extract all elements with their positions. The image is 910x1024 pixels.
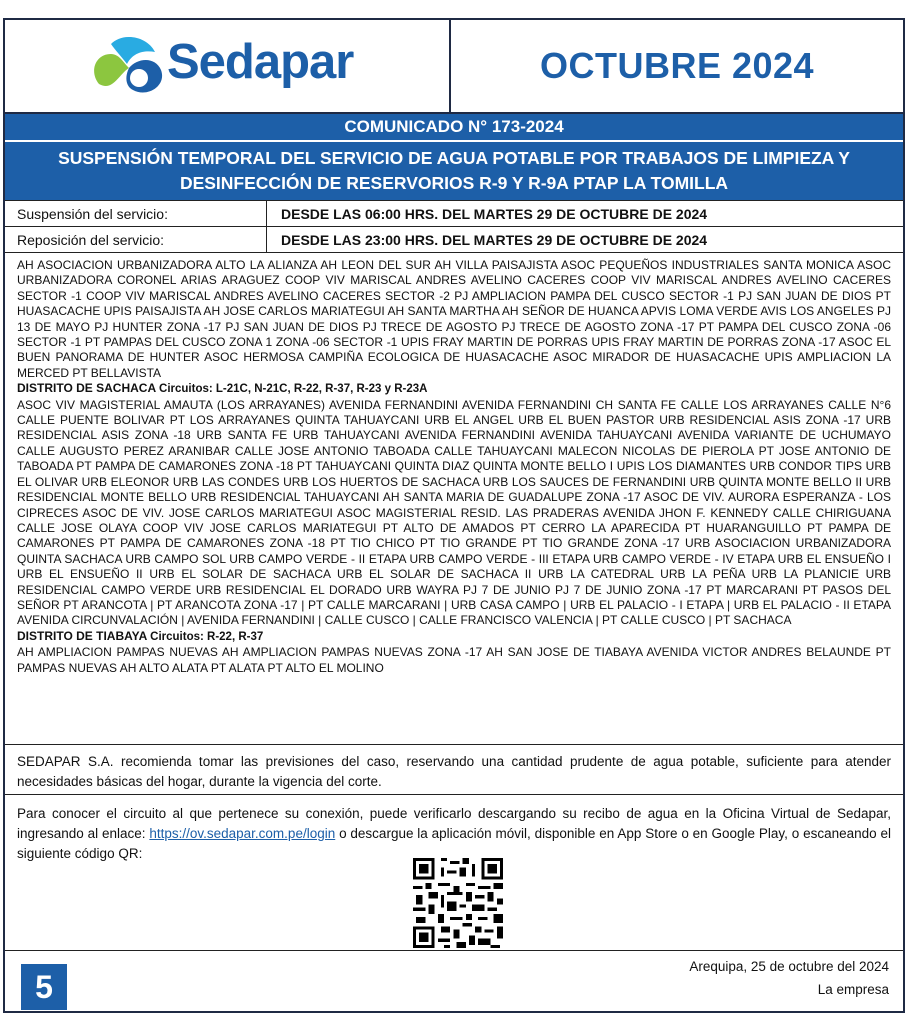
comunicado-number: COMUNICADO N° 173-2024	[5, 112, 903, 142]
signature: La empresa	[817, 982, 889, 997]
info-paragraph	[17, 804, 891, 864]
reposicion-label: Reposición del servicio:	[5, 227, 267, 252]
divider	[5, 744, 903, 745]
suspension-value: DESDE LAS 06:00 HRS. DEL MARTES 29 DE OCTUBRE DE 2024	[281, 205, 708, 222]
district-sachaca-circuits: Circuitos: L-21C, N-21C, R-22, R-37, R-23 y R-23A	[159, 383, 428, 396]
district-tiabaya-circuits: Circuitos: R-22, R-37	[150, 630, 264, 643]
oficina-virtual-link[interactable]: https://ov.sedapar.com.pe/login	[149, 826, 336, 841]
document-frame	[3, 18, 905, 1013]
district-tiabaya-heading	[17, 629, 891, 645]
affected-zones	[17, 258, 891, 676]
zones-block-2: ASOC VIV MAGISTERIAL AMAUTA (LOS ARRAYANES) AVENIDA FERNANDINI AVENIDA FERNANDINI CH SANTA FE CALLE LOS ARRAYANES CALLE N°6 CALLE PUENTE BOLIVAR PT LOS ARRAYANES QUINTA TAHUAYCANI URB EL ANGEL URB EL BUEN PASTOR URB RESIDENCIAL ASIS ZONA -17 URB RESIDENCIAL ASIS ZONA -18 URB SANTA FE URB TAHUAYCANI AVENIDA FERNANDINI AVENIDA TAHUAYCANI AVENIDA VARIANTE DE UCHUMAYO CALLE AUGUSTO PEREZ ARANIBAR CALLE JOSE ANTONIO TABOADA CALLE TAHUAYCANI MALECON NICOLAS DE PIEROLA PT JOSE ANTONIO DE TABOADA PT PAMPA DE CAMARONES ZONA -18 PT TAHUAYCANI QUINTA DIAZ QUINTA MONTE BELLO I UPIS LOS DIAMANTES URB CONDOR TIPS URB EL OLIVAR URB ELEONOR URB LAS CONDES URB LOS HUERTOS DE SACHACA URB LOS SAUCES DE FERNANDINI URB QUINTA MONTE BELLO II URB RESIDENCIAL MONTE BELLO URB RESIDENCIAL TAHUAYCANI AH SANTA MARIA DE GUADALUPE ZONA -17 ASOC DE VIV. AURORA ESPERANZA - LOS CIPRECES ASOC DE VIV. JOSE CARLOS MARIATEGUI ASOC MAGISTERIAL RESID. LAS PRADERAS AVENIDA JHON F. KENNEDY CALLE CHIRIGUANA CALLE JOSE OLAYA COOP VIV JOSE CARLOS MARIATEGUI PT ALTO DE AMADOS PT CERRO LA APARECIDA PT HUARANGUILLO PT PAMPA DE CAMARONES PT PAMPA DE CAMARONES ZONA -18 PT TIO CHICO PT TIO GRANDE PT TIO GRANDE ZONA -17 URB ASOCIACION URBANIZADORA QUINTA SACHACA URB CAMPO SOL URB CAMPO VERDE - II ETAPA URB CAMPO VERDE - III ETAPA URB CAMPO VERDE - IV ETAPA URB EL ENSUEÑO I URB EL ENSUEÑO II URB EL SOLAR DE SACHACA URB EL SOLAR DE SACHACA II URB LA CATEDRAL URB LA PEÑA URB LA PLANICIE URB RESIDENCIAL CAMPO VERDE URB RESIDENCIAL EL DORADO URB WAYRA PJ 7 DE JUNIO PJ 7 DE JUNIO ZONA -17 PT MARCARANI PT PASOS DEL SEÑOR PT ARANCOTA | PT ARANCOTA ZONA -17 | PT CALLE MARCARANI | URB CASA CAMPO | URB EL PALACIO - I ETAPA | URB EL PALACIO - II ETAPA AVENIDA CIRCUNVALACIÓN | AVENIDA FERNANDINI | CALLE CUSCO | CALLE FRANCISCO VALENCIA | PT CALLE CUSCO | PT SACHACA	[17, 397, 891, 628]
divider	[5, 794, 903, 795]
recommendation: SEDAPAR S.A. recomienda tomar las previsiones del caso, reservando una cantidad prudente de agua potable, suficiente para atender necesidades básicas del hogar, durante la vigencia del corte.	[17, 754, 891, 789]
month-title: OCTUBRE 2024	[539, 45, 815, 86]
district-sachaca-heading	[17, 381, 891, 397]
issue-date: Arequipa, 25 de octubre del 2024	[689, 959, 889, 974]
page-number: 5	[21, 964, 67, 1010]
logo-wordmark: Sedapar	[167, 35, 354, 89]
header	[5, 20, 903, 112]
zones-block-1: AH ASOCIACION URBANIZADORA ALTO LA ALIANZA AH LEON DEL SUR AH VILLA PAISAJISTA ASOC PEQUEÑOS INDUSTRIALES SANTA MONICA ASOC URBANIZADORA CORONEL ARIAS ARAGUEZ COOP VIV MARISCAL ANDRES AVELINO CACERES COOP VIV MARISCAL ANDRES AVELINO CACERES SECTOR -1 COOP VIV MARISCAL ANDRES AVELINO CACERES SECTOR -2 PJ AMPLIACION PAMPA DEL CUSCO SECTOR -1 PJ SAN JUAN DE DIOS PT HUASACACHE UPIS PAISAJISTA AH JOSE CARLOS MARIATEGUI AH SANTA MARTHA AH SEÑOR DE HUANCA APVIS LOMA VERDE AVIS LOS ANGELES PJ 13 DE MAYO PJ HUNTER ZONA -17 PJ SAN JUAN DE DIOS PJ TRECE DE AGOSTO PJ TRECE DE AGOSTO ZONA -17 PT PAMPA DEL CUSCO ZONA -06 SECTOR -1 PT PAMPAS DEL CUSCO ZONA 1 ZONA -06 SECTOR -1 UPIS FRAY MARTIN DE PORRAS UPIS FRAY MARTIN DE PORRAS ZONA -17 ASOC EL BUEN PANORAMA DE HUNTER ASOC HERMOSA CAMPIÑA ECOLOGICA DE HUASACACHE ASOC MIRADOR DE HUASACACHE UPIS AMPLIACION LA MERCED PT BELLAVISTA	[17, 258, 891, 380]
zones-block-3: AH AMPLIACION PAMPAS NUEVAS AH AMPLIACION PAMPAS NUEVAS ZONA -17 AH SAN JOSE DE TIABAYA AVENIDA VICTOR ANDRES BELAUNDE PT PAMPAS NUEVAS AH ALTO ALATA PT ALATA PT ALTO EL MOLINO	[17, 645, 891, 675]
reposicion-row	[5, 226, 903, 252]
district-tiabaya-name: DISTRITO DE TIABAYA	[17, 628, 147, 643]
qr-code-icon[interactable]	[413, 858, 503, 948]
suspension-row	[5, 200, 903, 226]
info-text-after: o descargue la aplicación móvil, disponible en App Store o en Google Play, o escaneando el siguiente código QR:	[17, 826, 891, 861]
info-text-before: Para conocer el circuito al que pertenece su conexión, puede verificarlo descargando su recibo de agua en la Oficina Virtual de Sedapar, ingresando al enlace:	[17, 806, 891, 841]
sedapar-logo-icon	[89, 34, 167, 98]
divider	[5, 252, 903, 253]
suspension-label: Suspensión del servicio:	[5, 201, 267, 226]
reposicion-value: DESDE LAS 23:00 HRS. DEL MARTES 29 DE OCTUBRE DE 2024	[281, 231, 708, 248]
divider	[5, 950, 903, 951]
logo-panel	[5, 20, 451, 112]
notice-title: SUSPENSIÓN TEMPORAL DEL SERVICIO DE AGUA POTABLE POR TRABAJOS DE LIMPIEZA Y DESINFECCIÓN DE RESERVORIOS R-9 Y R-9A PTAP LA TOMILLA	[5, 142, 903, 200]
district-sachaca-name: DISTRITO DE SACHACA	[17, 381, 156, 396]
